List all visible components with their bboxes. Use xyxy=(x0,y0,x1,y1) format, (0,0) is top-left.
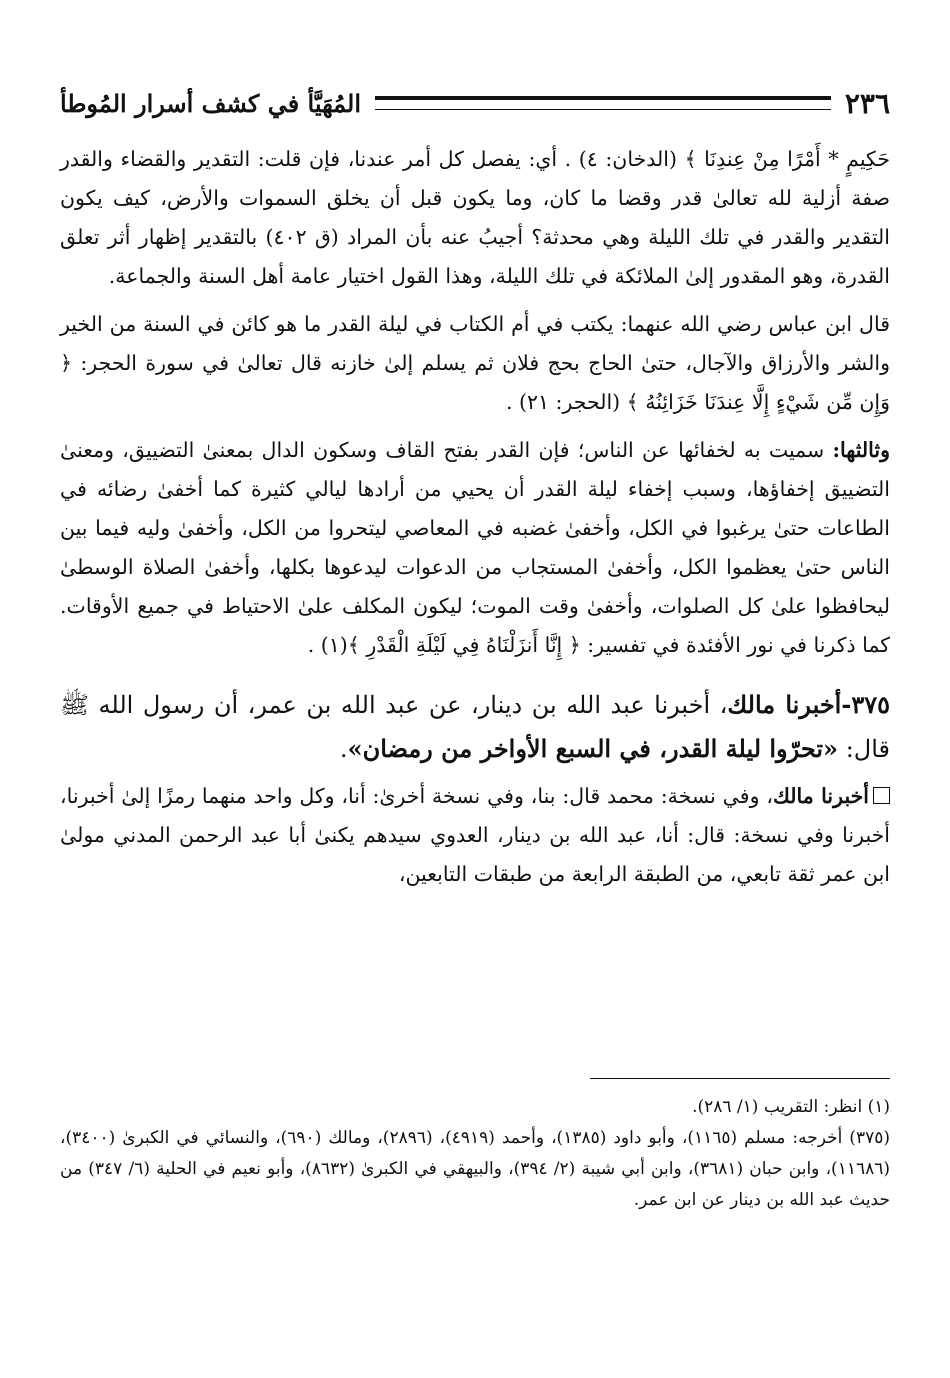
paragraph-3-text: سميت به لخفائها عن الناس؛ فإن القدر بفتح القاف وسكون الدال بمعنىٰ التضييق، ومعنىٰ التضييق إخفاؤها، وسبب إخفاء ليلة القدر أن يحيي من أرادها ليالي كثيرة كما أخفىٰ رضائه في الطاعات حتىٰ يرغبوا في الكل، وأخفىٰ غضبه في المعاصي ليتحروا من الكل، وأخفىٰ وليه فيما بين الناس حتىٰ يعظموا الكل، وأخفىٰ المستجاب من الدعوات ليدعوها بكلها، وأخفىٰ الصلاة الوسطىٰ ليحافظوا علىٰ كل الصلوات، وأخفىٰ وقت الموت؛ ليكون المكلف علىٰ الاحتياط في جميع الأوقات. كما ذكرنا في نور الأفئدة في تفسير: ﴿ إِنَّا أَنزَلْنَاهُ فِي لَيْلَةِ الْقَدْرِ ﴾(١) . xyxy=(60,438,890,657)
footnote-separator xyxy=(590,1078,890,1079)
commentary xyxy=(60,777,890,894)
paragraph-2 xyxy=(60,305,890,422)
footnote-375: (٣٧٥) أخرجه: مسلم (١١٦٥)، وأبو داود (١٣٨٥)، وأحمد (٤٩١٩)، (٢٨٩٦)، ومالك (٦٩٠)، والنسائي في الكبرىٰ (٣٤٠٠)، (١١٦٨٦)، وابن حبان (٣٦٨١)، وابن أبي شيبة (٢/ ٣٩٤)، والبيهقي في الكبرىٰ (٨٦٣٢)، وأبو نعيم في الحلية (٦/ ٣٤٧) من حديث عبد الله بن دينار عن ابن عمر. xyxy=(60,1128,890,1210)
hadith-end: . xyxy=(339,735,348,763)
running-title: المُهَيَّأ في كشف أسرار المُوطأ xyxy=(60,88,361,118)
footnotes xyxy=(60,1092,890,1216)
page-number: ٢٣٦ xyxy=(844,86,890,120)
commentary-lead: أخبرنا مالك xyxy=(772,784,869,808)
paragraph-2-text: قال ابن عباس رضي الله عنهما: يكتب في أم الكتاب في ليلة القدر ما هو كائن في السنة من الخير والشر والأرزاق والآجال، حتىٰ الحاج بحج فلان ثم يسلم إلىٰ خازنه قال تعالىٰ في سورة الحجر: ﴿ وَإِن مِّن شَيْءٍ إِلَّا عِندَنَا خَزَائِنُهُ ﴾ (الحجر: ٢١) . xyxy=(60,312,890,414)
hadith-text: ، أخبرنا عبد الله بن دينار، عن عبد الله بن عمر، أن رسول الله ﷺ قال: xyxy=(60,691,890,763)
page-header xyxy=(60,80,890,126)
paragraph-1-text: حَكِيمٍ * أَمْرًا مِنْ عِندِنَا ﴾ (الدخان: ٤) . أي: يفصل كل أمر عندنا، فإن قلت: التقدير والقضاء والقدر صفة أزلية لله تعالىٰ قدر وقضا ما كان، وما يكون قبل أن يخلق السموات والأرض، كيف يكون التقدير والقدر في تلك الليلة وهي محدثة؟ أجيبُ عنه بأن المراد (ق ٤٠٢) بالتقدير إظهار أثر تعلق القدرة، وهو المقدور إلىٰ الملائكة في تلك الليلة، وهذا القول اختيار عامة أهل السنة والجماعة. xyxy=(60,147,891,288)
hadith-lead: أخبرنا مالك xyxy=(727,690,842,719)
square-bullet-icon xyxy=(873,787,890,804)
hadith-quote: «تحرّوا ليلة القدر، في السبع الأواخر من رمضان» xyxy=(347,734,839,763)
commentary-text: ، وفي نسخة: محمد قال: بنا، وفي نسخة أخرىٰ: أنا، وكل واحد منهما رمزًا إلىٰ أخبرنا، أخبرنا وفي نسخة: قال: أنا، عبد الله بن دينار، العدوي سيدهم يكنىٰ أبا عبد الرحمن المدني مولىٰ ابن عمر ثقة تابعي، من الطبقة الرابعة من طبقات التابعين، xyxy=(60,784,890,886)
paragraph-3-lead: وثالثها: xyxy=(832,438,890,462)
paragraph-3 xyxy=(60,431,890,665)
footnote-1: (١) انظر: التقريب (١/ ٢٨٦). xyxy=(692,1097,890,1117)
main-text xyxy=(60,140,890,903)
hadith-375 xyxy=(60,683,890,771)
header-rule xyxy=(375,96,831,110)
paragraph-1 xyxy=(60,140,890,296)
hadith-number: ٣٧٥- xyxy=(841,690,890,719)
